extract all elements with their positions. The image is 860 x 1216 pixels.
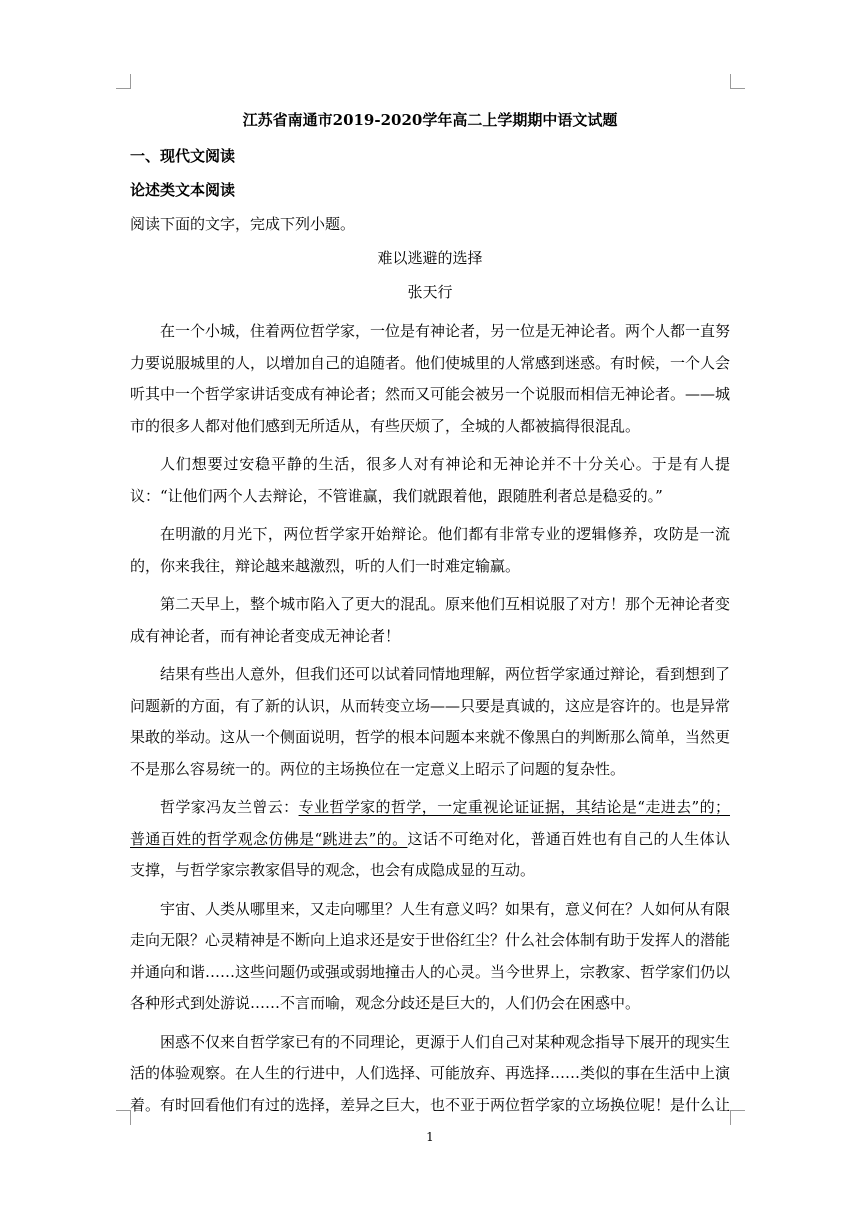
paragraph-6-underlined-quote: 专业哲学家的哲学，一定重视论证证据，其结论是“走进去”的；普通百姓的哲学观念仿佛是“跳进去”的。 bbox=[130, 798, 730, 848]
paragraph-4: 第二天早上，整个城市陷入了更大的混乱。原来他们互相说服了对方！那个无神论者变成有神论者，而有神论者变成无神论者！ bbox=[130, 595, 731, 645]
paragraph-7: 宇宙、人类从哪里来，又走向哪里？人生有意义吗？如果有，意义何在？人如何从有限走向无限？心灵精神是不断向上追求还是安于世俗红尘？什么社会体制有助于发挥人的潜能并通向和谐……这些问题仍或强或弱地撞击人的心灵。当今世界上，宗教家、哲学家们仍以各种形式到处游说……不言而喻，观念分歧还是巨大的，人们仍会在困惑中。 bbox=[130, 899, 731, 1012]
section-heading: 一、现代文阅读 bbox=[130, 147, 236, 165]
subsection-heading: 论述类文本阅读 bbox=[130, 181, 236, 199]
paragraph-5: 结果有些出人意外，但我们还可以试着同情地理解，两位哲学家通过辩论，看到想到了问题新的方面，有了新的认识，从而转变立场——只要是真诚的，这应是容许的。也是异常果敢的举动。这从一个侧面说明，哲学的根本问题本来就不像黑白的判断那么简单，当然更不是那么容易统一的。两位的主场换位在一定意义上昭示了问题的复杂性。 bbox=[130, 665, 731, 778]
paragraph-8: 困惑不仅来自哲学家已有的不同理论，更源于人们自己对某种观念指导下展开的现实生活的体验观察。在人生的行进中，人们选择、可能放弃、再选择……类似的事在生活中上演着。有时回看他们有过的选择，差异之巨大，也不亚于两位哲学家的立场换位呢！是什么让 bbox=[130, 1032, 731, 1114]
document-content bbox=[130, 106, 730, 1128]
paragraph-3: 在明澈的月光下，两位哲学家开始辩论。他们都有非常专业的逻辑修养，攻防是一流的，你来我往，辩论越来越激烈，听的人们一时难定输赢。 bbox=[130, 525, 730, 575]
crop-mark-top-right bbox=[730, 74, 745, 89]
paragraph-6 bbox=[130, 792, 730, 887]
reading-instruction: 阅读下面的文字，完成下列小题。 bbox=[130, 215, 356, 233]
paragraph-6-rest: 这话不可绝对化，普通百姓也有自己的人生体认支撑，与哲学家宗教家倡导的观念，也会有成隐成显的互动。 bbox=[130, 829, 730, 879]
paragraph-6-lead: 哲学家冯友兰曾云： bbox=[160, 798, 299, 816]
article-author: 张天行 bbox=[407, 283, 453, 301]
page-number: 1 bbox=[426, 1130, 434, 1144]
paragraph-1: 在一个小城，住着两位哲学家，一位是有神论者，另一位是无神论者。两个人都一直努力要说服城里的人，以增加自己的追随者。他们使城里的人常感到迷惑。有时候，一个人会听其中一个哲学家讲话变成有神论者；然而又可能会被另一个说服而相信无神论者。——城市的很多人都对他们感到无所适从，有些厌烦了，全城的人都被搞得很混乱。 bbox=[130, 322, 731, 435]
crop-mark-bottom-right bbox=[730, 1110, 745, 1125]
paragraph-2: 人们想要过安稳平静的生活，很多人对有神论和无神论并不十分关心。于是有人提议：“让他们两个人去辩论，不管谁赢，我们就跟着他，跟随胜利者总是稳妥的。” bbox=[130, 455, 730, 505]
document-title: 江苏省南通市2019-2020学年高二上学期期中语文试题 bbox=[242, 111, 618, 129]
crop-mark-top-left bbox=[116, 74, 131, 89]
crop-mark-bottom-left bbox=[116, 1110, 131, 1125]
article-title: 难以逃避的选择 bbox=[377, 249, 483, 267]
